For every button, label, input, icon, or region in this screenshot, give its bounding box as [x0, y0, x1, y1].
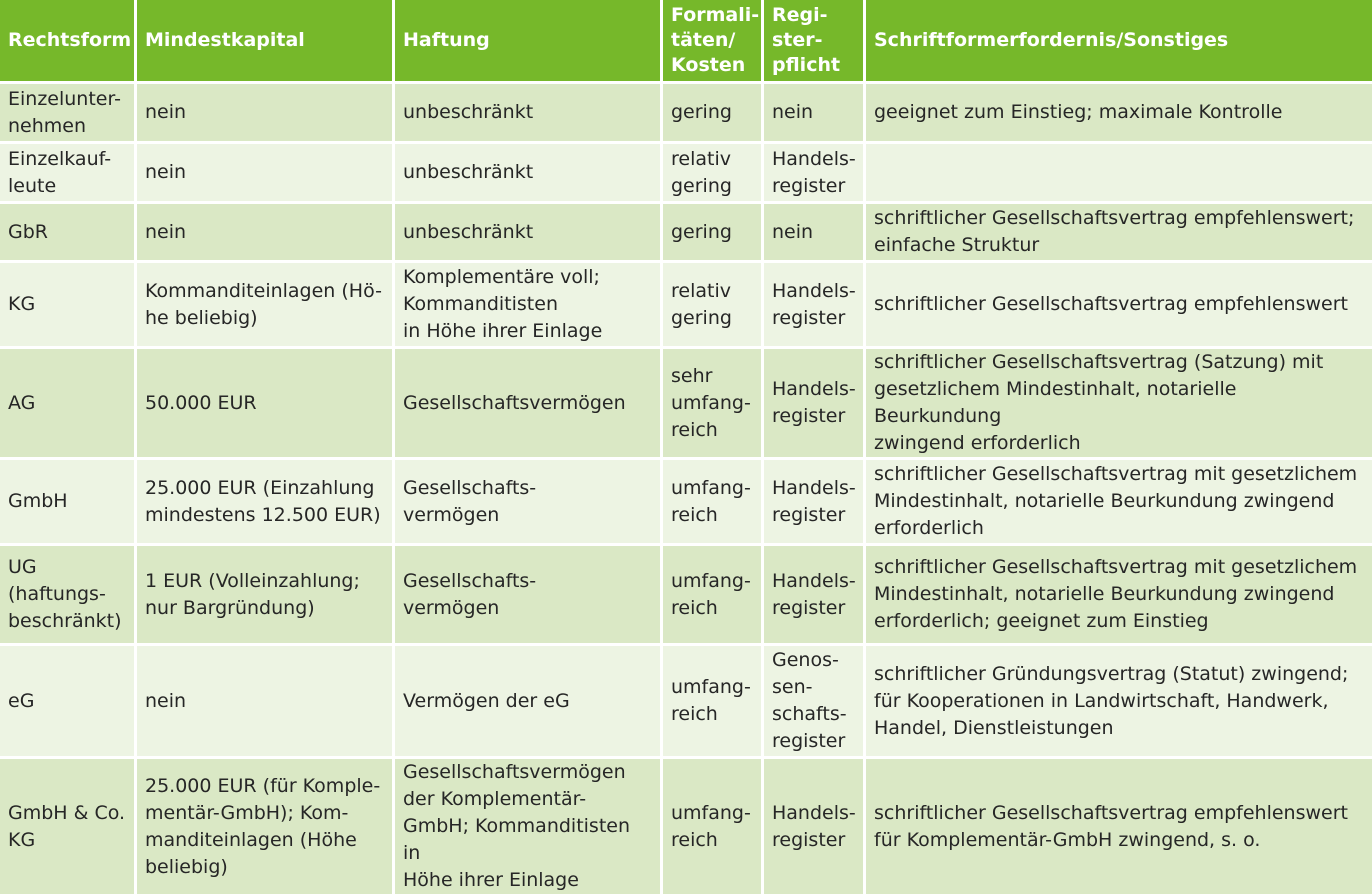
table-row — [0, 460, 1372, 546]
cell-schriftform — [866, 144, 1372, 204]
cell-haftung: Gesellschaftsvermögen der Komplementär- GmbH; Kommanditisten in Höhe ihrer Einlage — [395, 759, 663, 894]
cell-rechtsform: KG — [0, 263, 137, 349]
table-row — [0, 263, 1372, 349]
cell-registerpflicht: nein — [764, 204, 866, 263]
cell-schriftform: geeignet zum Einstieg; maximale Kontrolle — [866, 84, 1372, 144]
cell-registerpflicht: Handels- register — [764, 460, 866, 546]
cell-registerpflicht: Handels- register — [764, 263, 866, 349]
cell-schriftform: schriftlicher Gesellschaftsvertrag mit gesetzlichem Mindestinhalt, notarielle Beurkundung zwingend erforderlich — [866, 460, 1372, 546]
table-row — [0, 204, 1372, 263]
table-row — [0, 759, 1372, 894]
table-row — [0, 646, 1372, 759]
cell-mindestkapital: 25.000 EUR (für Komple- mentär-GmbH); Kom- manditeinlagen (Höhe beliebig) — [137, 759, 395, 894]
table-row — [0, 349, 1372, 460]
cell-haftung: unbeschränkt — [395, 84, 663, 144]
cell-formalitaeten: gering — [663, 204, 764, 263]
cell-mindestkapital: 25.000 EUR (Einzahlung mindestens 12.500 EUR) — [137, 460, 395, 546]
cell-schriftform: schriftlicher Gründungsvertrag (Statut) zwingend; für Kooperationen in Landwirtschaft, Handwerk, Handel, Dienstleistungen — [866, 646, 1372, 759]
cell-schriftform: schriftlicher Gesellschaftsvertrag empfehlenswert — [866, 263, 1372, 349]
cell-formalitaeten: gering — [663, 84, 764, 144]
cell-schriftform: schriftlicher Gesellschaftsvertrag (Satzung) mit gesetzlichem Mindestinhalt, notarielle Beurkundung zwingend erforderlich — [866, 349, 1372, 460]
cell-registerpflicht: Handels- register — [764, 349, 866, 460]
cell-rechtsform: Einzelunter- nehmen — [0, 84, 137, 144]
cell-rechtsform: UG (haftungs- beschränkt) — [0, 546, 137, 646]
header-row — [0, 0, 1372, 84]
cell-rechtsform: AG — [0, 349, 137, 460]
cell-registerpflicht: Handels- register — [764, 759, 866, 894]
cell-haftung: unbeschränkt — [395, 204, 663, 263]
cell-formalitaeten: sehr umfang- reich — [663, 349, 764, 460]
cell-haftung: Komplementäre voll; Kommanditisten in Höhe ihrer Einlage — [395, 263, 663, 349]
header-registerpflicht: Regi- ster- pflicht — [764, 0, 866, 84]
cell-mindestkapital: nein — [137, 84, 395, 144]
table-row — [0, 546, 1372, 646]
cell-formalitaeten: umfang- reich — [663, 759, 764, 894]
header-rechtsform: Rechtsform — [0, 0, 137, 84]
cell-schriftform: schriftlicher Gesellschaftsvertrag empfehlenswert; einfache Struktur — [866, 204, 1372, 263]
cell-rechtsform: eG — [0, 646, 137, 759]
cell-formalitaeten: relativ gering — [663, 263, 764, 349]
cell-mindestkapital: 1 EUR (Volleinzahlung; nur Bargründung) — [137, 546, 395, 646]
table-row — [0, 144, 1372, 204]
cell-mindestkapital: nein — [137, 646, 395, 759]
table-row — [0, 84, 1372, 144]
cell-haftung: Vermögen der eG — [395, 646, 663, 759]
cell-formalitaeten: umfang- reich — [663, 646, 764, 759]
cell-schriftform: schriftlicher Gesellschaftsvertrag mit gesetzlichem Mindestinhalt, notarielle Beurkundung zwingend erforderlich; geeignet zum Einstieg — [866, 546, 1372, 646]
cell-registerpflicht: Handels- register — [764, 144, 866, 204]
cell-registerpflicht: Handels- register — [764, 546, 866, 646]
cell-haftung: Gesellschafts- vermögen — [395, 460, 663, 546]
cell-rechtsform: GmbH — [0, 460, 137, 546]
cell-mindestkapital: Kommanditeinlagen (Hö- he beliebig) — [137, 263, 395, 349]
header-mindestkapital: Mindestkapital — [137, 0, 395, 84]
cell-rechtsform: GmbH & Co. KG — [0, 759, 137, 894]
cell-schriftform: schriftlicher Gesellschaftsvertrag empfehlenswert für Komplementär-GmbH zwingend, s. o. — [866, 759, 1372, 894]
header-haftung: Haftung — [395, 0, 663, 84]
cell-registerpflicht: Genos- sen- schafts- register — [764, 646, 866, 759]
cell-formalitaeten: umfang- reich — [663, 460, 764, 546]
cell-haftung: Gesellschaftsvermögen — [395, 349, 663, 460]
cell-mindestkapital: 50.000 EUR — [137, 349, 395, 460]
cell-haftung: unbeschränkt — [395, 144, 663, 204]
header-formalitaeten: Formali- täten/ Kosten — [663, 0, 764, 84]
cell-mindestkapital: nein — [137, 204, 395, 263]
cell-registerpflicht: nein — [764, 84, 866, 144]
cell-haftung: Gesellschafts- vermögen — [395, 546, 663, 646]
header-schriftform: Schriftformerfordernis/Sonstiges — [866, 0, 1372, 84]
cell-formalitaeten: relativ gering — [663, 144, 764, 204]
cell-mindestkapital: nein — [137, 144, 395, 204]
cell-formalitaeten: umfang- reich — [663, 546, 764, 646]
cell-rechtsform: GbR — [0, 204, 137, 263]
cell-rechtsform: Einzelkauf- leute — [0, 144, 137, 204]
